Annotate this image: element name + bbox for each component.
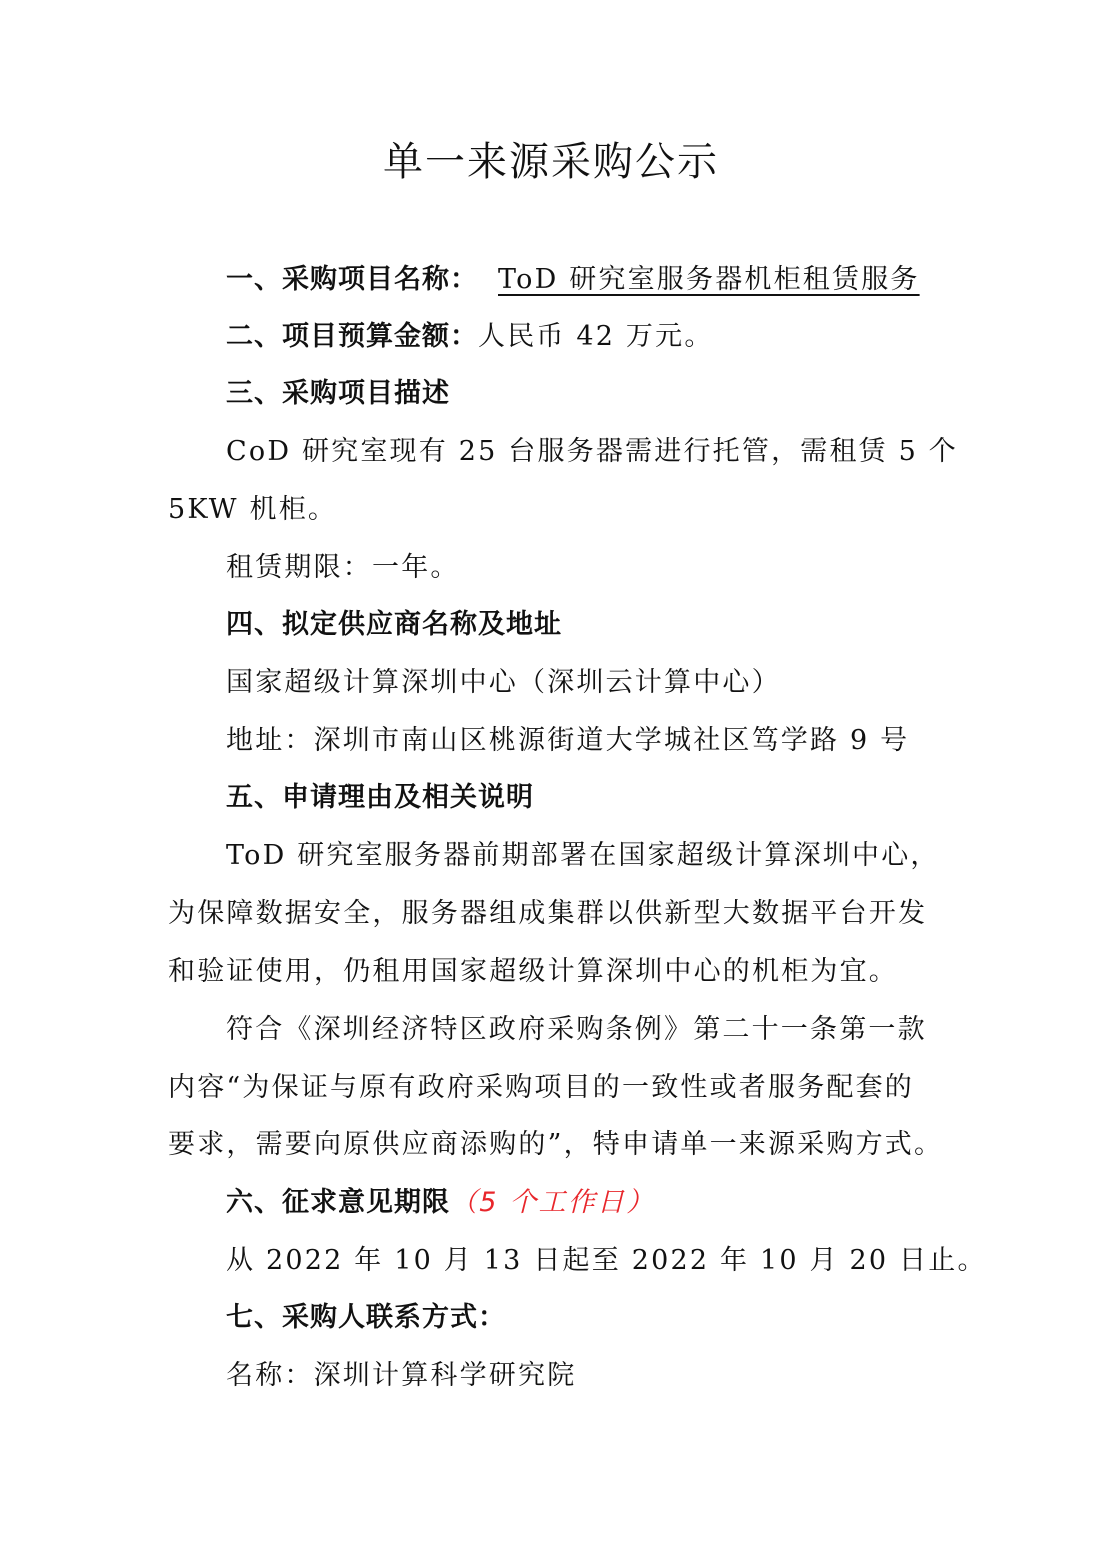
supplier-name: 国家超级计算深圳中心（深圳云计算中心） (226, 667, 781, 698)
budget-value: 人民币 42 万元。 (478, 321, 714, 352)
regulation-line-3: 要求，需要向原供应商添购的”，特申请单一来源采购方式。 (168, 1129, 944, 1160)
reason-line-3: 和验证使用，仍租用国家超级计算深圳中心的机柜为宜。 (168, 956, 898, 987)
reason-line-1: ToD 研究室服务器前期部署在国家超级计算深圳中心， (226, 840, 940, 871)
description-line-1: CoD 研究室现有 25 台服务器需进行托管，需租赁 5 个 (226, 436, 959, 467)
description-line-2: 5KW 机柜。 (168, 494, 338, 525)
section-4-heading: 四、拟定供应商名称及地址 (226, 609, 562, 640)
section-7-heading: 七、采购人联系方式： (226, 1302, 506, 1333)
section-6 (226, 1183, 940, 1223)
purchaser-name: 名称：深圳计算科学研究院 (226, 1360, 577, 1391)
comment-period: 从 2022 年 10 月 13 日起至 2022 年 10 月 20 日止。 (226, 1245, 987, 1276)
project-name-value: ToD 研究室服务器机柜租赁服务 (498, 264, 920, 295)
working-days-note: （5 个工作日） (450, 1187, 656, 1218)
supplier-address: 地址：深圳市南山区桃源街道大学城社区笃学路 9 号 (226, 725, 910, 756)
section-5-heading: 五、申请理由及相关说明 (226, 782, 534, 813)
section-1-heading: 一、采购项目名称： (226, 264, 478, 295)
lease-term: 租赁期限：一年。 (226, 552, 460, 583)
regulation-line-2: 内容“为保证与原有政府采购项目的一致性或者服务配套的 (168, 1072, 915, 1103)
section-6-heading: 六、征求意见期限 (226, 1187, 450, 1218)
section-2-heading: 二、项目预算金额： (226, 321, 478, 352)
section-2 (226, 317, 940, 357)
reason-line-2: 为保障数据安全，服务器组成集群以供新型大数据平台开发 (168, 898, 928, 929)
section-3-heading: 三、采购项目描述 (226, 378, 450, 409)
document-title: 单一来源采购公示 (383, 139, 719, 185)
regulation-line-1: 符合《深圳经济特区政府采购条例》第二十一条第一款 (226, 1014, 927, 1045)
section-1 (226, 260, 940, 300)
